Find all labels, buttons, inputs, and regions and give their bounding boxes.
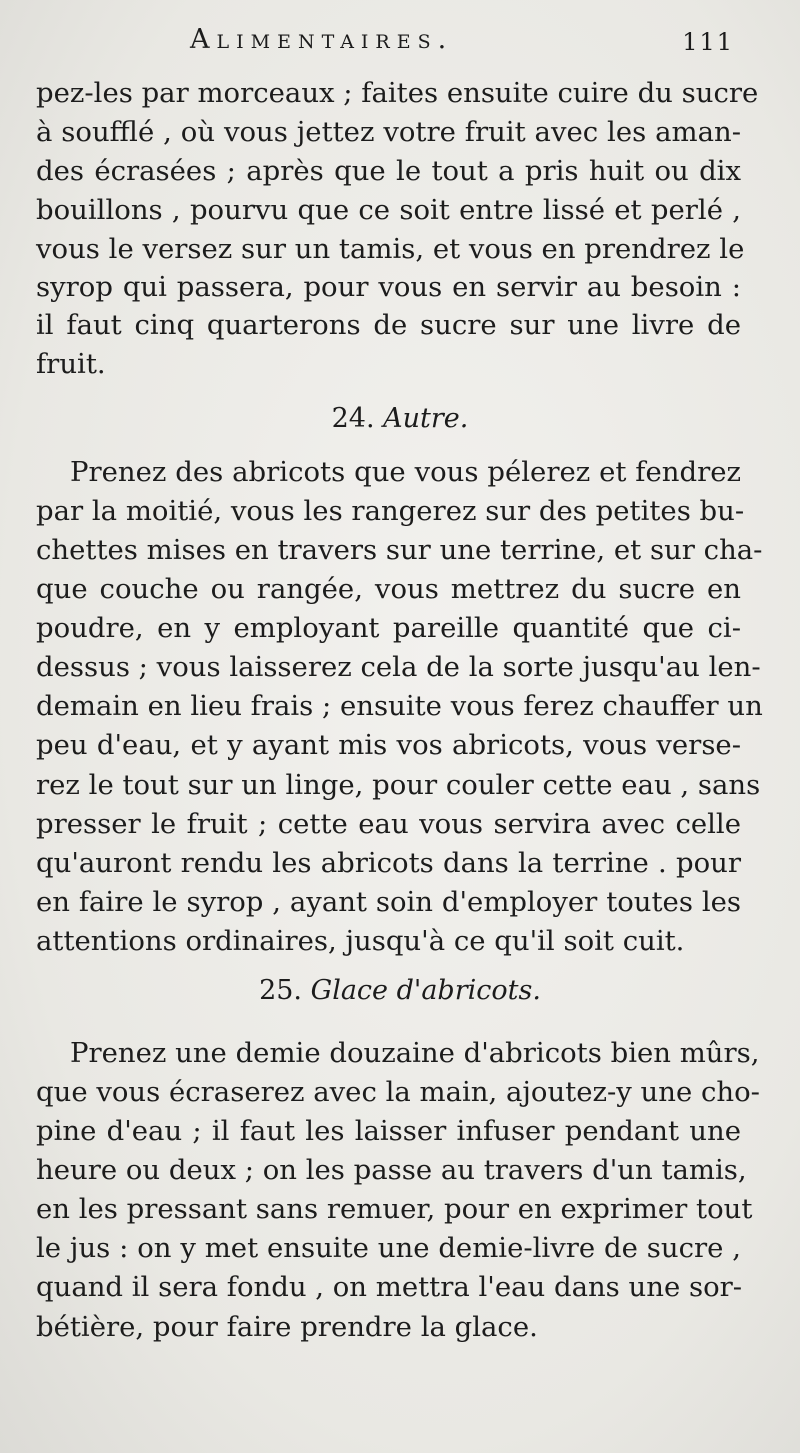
section-number: 25.: [259, 975, 303, 1006]
text-line: qu'auront rendu les abricots dans la terrine . pour: [36, 847, 741, 879]
running-title: Alimentaires.: [190, 24, 454, 55]
text-line: rez le tout sur un linge, pour couler cette eau , sans: [36, 769, 761, 801]
text-line: demain en lieu frais ; ensuite vous ferez chauffer un: [36, 690, 763, 722]
text-line: Prenez des abricots que vous pélerez et fendrez: [70, 456, 741, 488]
text-line: pez-les par morceaux ; faites ensuite cuire du sucre: [36, 77, 759, 109]
text-line: fruit.: [36, 348, 106, 380]
text-line: en les pressant sans remuer, pour en exprimer tout: [36, 1193, 753, 1225]
text-line: quand il sera fondu , on mettra l'eau dans une sor-: [36, 1271, 743, 1303]
text-line: bouillons , pourvu que ce soit entre lissé et perlé ,: [36, 194, 741, 226]
text-line: chettes mises en travers sur une terrine, et sur cha-: [36, 534, 763, 566]
text-line: à soufflé , où vous jettez votre fruit avec les aman-: [36, 116, 741, 148]
text-line: Prenez une demie douzaine d'abricots bien mûrs,: [70, 1037, 760, 1069]
text-line: en faire le syrop , ayant soin d'employer toutes les: [36, 886, 741, 918]
text-line: presser le fruit ; cette eau vous servira avec celle: [36, 808, 741, 840]
text-line: poudre, en y employant pareille quantité que ci-: [36, 612, 741, 644]
text-line: dessus ; vous laisserez cela de la sorte jusqu'au len-: [36, 651, 761, 683]
text-line: que couche ou rangée, vous mettrez du sucre en: [36, 573, 741, 605]
text-line: heure ou deux ; on les passe au travers d'un tamis,: [36, 1154, 747, 1186]
section-title: Autre.: [383, 403, 469, 434]
text-line: peu d'eau, et y ayant mis vos abricots, vous verse-: [36, 729, 741, 761]
text-line: vous le versez sur un tamis, et vous en prendrez le: [36, 233, 745, 265]
text-line: des écrasées ; après que le tout a pris huit ou dix: [36, 155, 741, 187]
section-title: Glace d'abricots.: [310, 975, 541, 1006]
text-line: il faut cinq quarterons de sucre sur une livre de: [36, 309, 741, 341]
text-line: attentions ordinaires, jusqu'à ce qu'il soit cuit.: [36, 925, 685, 957]
page-number: 111: [682, 28, 734, 56]
section-heading-25: [0, 974, 800, 1008]
text-line: que vous écraserez avec la main, ajoutez-y une cho-: [36, 1076, 760, 1108]
text-line: pine d'eau ; il faut les laisser infuser pendant une: [36, 1115, 741, 1147]
text-line: par la moitié, vous les rangerez sur des petites bu-: [36, 495, 745, 527]
section-number: 24.: [331, 403, 375, 434]
text-line: syrop qui passera, pour vous en servir au besoin :: [36, 271, 741, 303]
section-heading-24: [0, 402, 800, 436]
text-line: le jus : on y met ensuite une demie-livre de sucre ,: [36, 1232, 741, 1264]
text-line: bétière, pour faire prendre la glace.: [36, 1311, 538, 1343]
running-head: [0, 24, 800, 64]
